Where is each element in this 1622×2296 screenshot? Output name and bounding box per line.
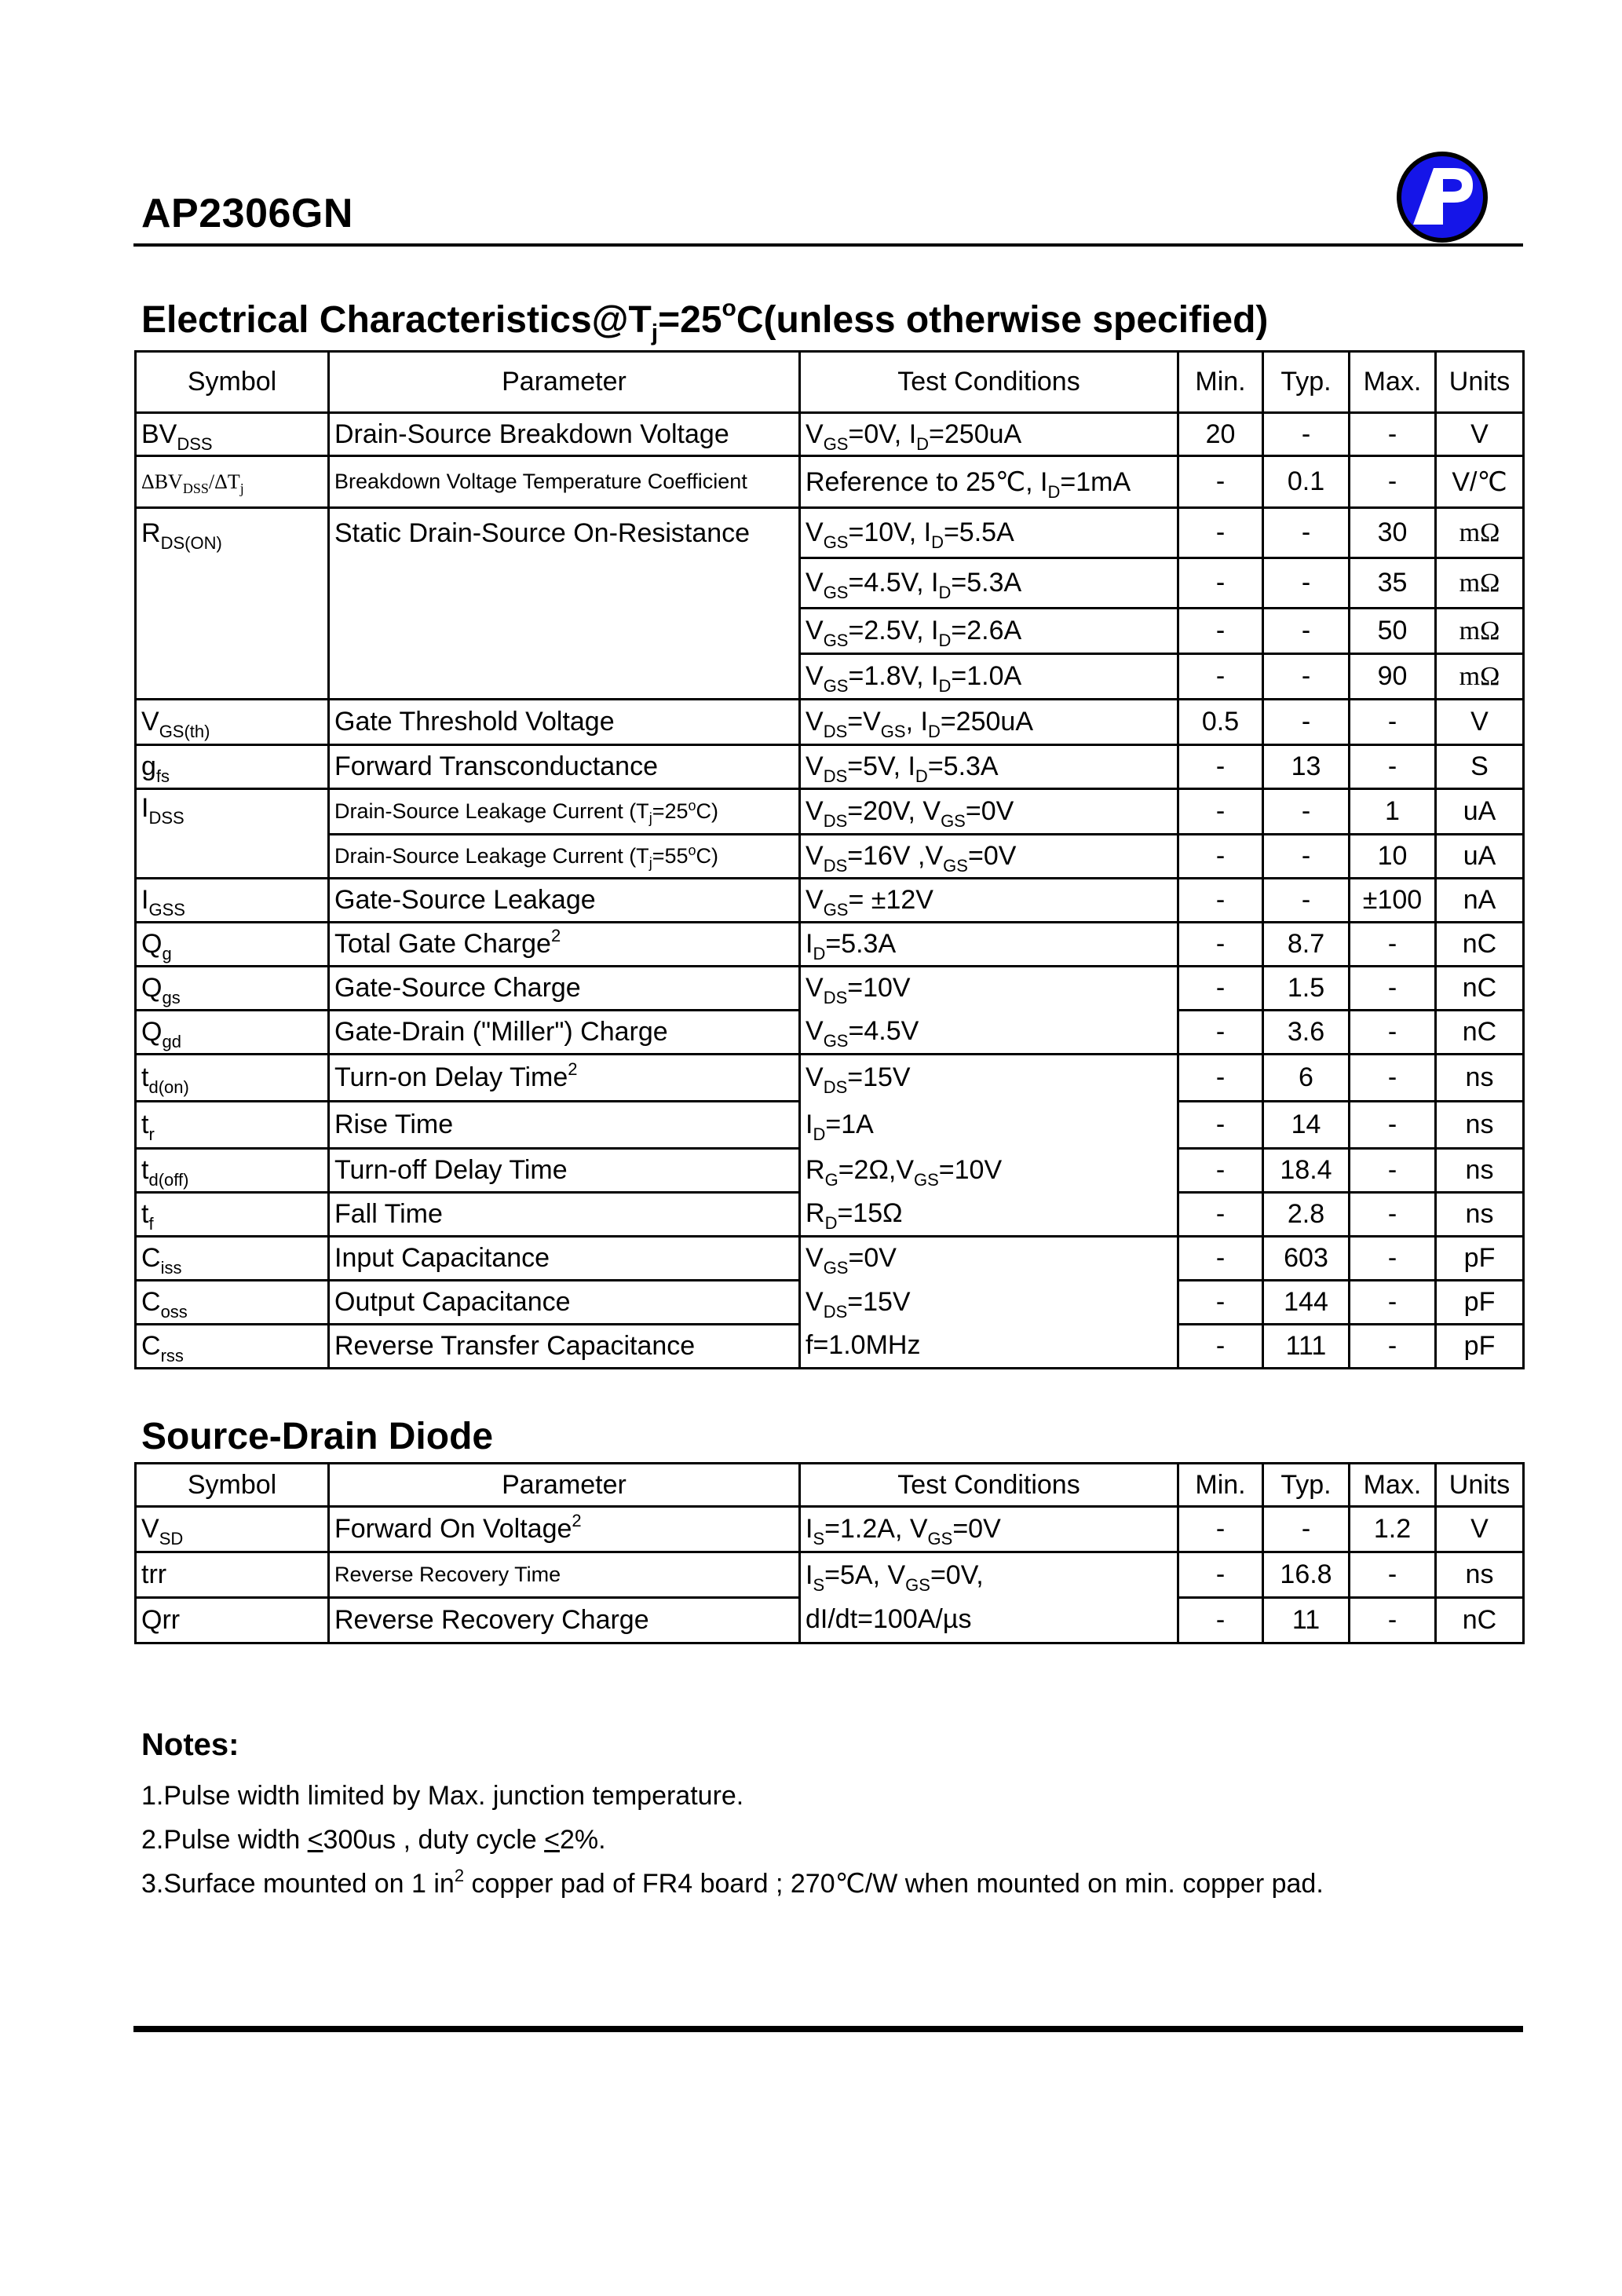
parameter-cell: Reverse Transfer Capacitance [329, 1324, 800, 1368]
table-row [136, 1507, 1524, 1552]
table-row [136, 789, 1524, 835]
table-row [136, 558, 1524, 609]
table-row [136, 1280, 1524, 1324]
symbol-cell-empty [136, 834, 329, 878]
symbol-cell: $I_{DSS}$ [136, 789, 329, 835]
col-typ: Typ. [1263, 352, 1350, 413]
table-row [136, 654, 1524, 700]
max-cell: 1 [1350, 789, 1436, 835]
table-row [136, 609, 1524, 654]
test-cell: $V_{DS}=5V$, $I_D=5.3A$ [800, 745, 1178, 789]
test-cell: $V_{GS}= \pm 12V$ [800, 878, 1178, 922]
parameter-cell: Drain-Source Leakage Current $(T_j=25^oC)$ [329, 789, 800, 835]
unit-cell: V [1436, 413, 1524, 456]
min-cell: - [1178, 1507, 1263, 1552]
typ-cell: 11 [1263, 1598, 1350, 1643]
header-rule [133, 243, 1523, 247]
symbol-cell: $I_{GSS}$ [136, 878, 329, 922]
unit-cell: S [1436, 745, 1524, 789]
unit-cell: mΩ [1436, 654, 1524, 700]
min-cell: - [1178, 1598, 1263, 1643]
symbol-cell-empty [136, 609, 329, 654]
unit-cell: mΩ [1436, 508, 1524, 558]
max-cell: - [1350, 1148, 1436, 1192]
test-cell: $V_{DS}=15V$ [800, 1054, 1178, 1101]
min-cell: - [1178, 834, 1263, 878]
typ-cell: 1.5 [1263, 966, 1350, 1010]
test-cell: $V_{GS}=4.5V$ [800, 1010, 1178, 1054]
max-cell: 10 [1350, 834, 1436, 878]
typ-cell: - [1263, 558, 1350, 609]
table-row [136, 745, 1524, 789]
min-cell: - [1178, 456, 1263, 508]
min-cell: - [1178, 1280, 1263, 1324]
parameter-cell: Reverse Recovery Time [329, 1552, 800, 1598]
table-row [136, 1010, 1524, 1054]
table-header-row [136, 352, 1524, 413]
symbol-cell: $g_{fs}$ [136, 745, 329, 789]
typ-cell: 6 [1263, 1054, 1350, 1101]
symbol-cell-empty [136, 558, 329, 609]
parameter-cell: Fall Time [329, 1192, 800, 1236]
typ-cell: - [1263, 834, 1350, 878]
max-cell: - [1350, 922, 1436, 966]
typ-cell: - [1263, 700, 1350, 745]
table-row [136, 456, 1524, 508]
parameter-cell: Gate Threshold Voltage [329, 700, 800, 745]
max-cell: 50 [1350, 609, 1436, 654]
min-cell: - [1178, 1192, 1263, 1236]
symbol-cell: $Q_{gs}$ [136, 966, 329, 1010]
typ-cell: 13 [1263, 745, 1350, 789]
max-cell: - [1350, 1280, 1436, 1324]
test-cell: $V_{DS}=10V$ [800, 966, 1178, 1010]
min-cell: - [1178, 745, 1263, 789]
max-cell: - [1350, 745, 1436, 789]
table-row [136, 1236, 1524, 1280]
unit-cell: V [1436, 700, 1524, 745]
unit-cell: mΩ [1436, 558, 1524, 609]
table-header-row [136, 1464, 1524, 1507]
max-cell: - [1350, 1324, 1436, 1368]
typ-cell: 3.6 [1263, 1010, 1350, 1054]
min-cell: - [1178, 1236, 1263, 1280]
test-cell: $V_{GS}=10V$, $I_D=5.5A$ [800, 508, 1178, 558]
source-drain-diode-heading: Source-Drain Diode [141, 1416, 494, 1457]
source-drain-diode-table [134, 1462, 1525, 1644]
symbol-cell: $\Delta BV_{DSS}/\Delta T_j$ [136, 456, 329, 508]
min-cell: - [1178, 1010, 1263, 1054]
typ-cell: 8.7 [1263, 922, 1350, 966]
symbol-cell: $V_{GS(th)}$ [136, 700, 329, 745]
symbol-cell: $R_{DS(ON)}$ [136, 508, 329, 558]
parameter-cell: Breakdown Voltage Temperature Coefficient [329, 456, 800, 508]
col-units: Units [1436, 352, 1524, 413]
max-cell: - [1350, 700, 1436, 745]
typ-cell: 111 [1263, 1324, 1350, 1368]
table-row [136, 1324, 1524, 1368]
symbol-cell: $BV_{DSS}$ [136, 413, 329, 456]
parameter-cell-empty [329, 654, 800, 700]
max-cell: - [1350, 413, 1436, 456]
col-parameter: Parameter [329, 352, 800, 413]
table-row [136, 413, 1524, 456]
typ-cell: - [1263, 1507, 1350, 1552]
parameter-cell-empty [329, 609, 800, 654]
notes-heading: Notes: [141, 1727, 239, 1762]
unit-cell: pF [1436, 1236, 1524, 1280]
typ-cell: 16.8 [1263, 1552, 1350, 1598]
unit-cell: pF [1436, 1324, 1524, 1368]
table-row [136, 1101, 1524, 1148]
electrical-characteristics-heading: Electrical $Characteristics@T_j=25^oC(unless$ otherwise specified) [141, 295, 1269, 346]
min-cell: - [1178, 878, 1263, 922]
symbol-cell: $t_r$ [136, 1101, 329, 1148]
col-symbol: Symbol [136, 352, 329, 413]
parameter-cell: Output Capacitance [329, 1280, 800, 1324]
table-row [136, 1054, 1524, 1101]
test-cell: $V_{DS}=16V$ $,V_{GS}=0V$ [800, 834, 1178, 878]
symbol-cell-empty [136, 654, 329, 700]
notes-section [141, 1727, 1324, 1906]
table-row [136, 508, 1524, 558]
symbol-cell: $V_{SD}$ [136, 1507, 329, 1552]
max-cell: 30 [1350, 508, 1436, 558]
parameter-cell: Reverse Recovery Charge [329, 1598, 800, 1643]
unit-cell: ns [1436, 1054, 1524, 1101]
test-cell: $R_G=2\Omega,V_{GS}=10V$ [800, 1148, 1178, 1192]
parameter-cell-empty [329, 558, 800, 609]
typ-cell: - [1263, 508, 1350, 558]
parameter-cell: Forward Transconductance [329, 745, 800, 789]
typ-cell: - [1263, 413, 1350, 456]
typ-cell: - [1263, 654, 1350, 700]
typ-cell: 603 [1263, 1236, 1350, 1280]
typ-cell: - [1263, 878, 1350, 922]
min-cell: - [1178, 1148, 1263, 1192]
col-parameter: Parameter [329, 1464, 800, 1507]
test-cell: $V_{GS}=1.8V$, $I_D=1.0A$ [800, 654, 1178, 700]
test-cell: $I_D=1A$ [800, 1101, 1178, 1148]
min-cell: - [1178, 922, 1263, 966]
parameter-cell: Turn-on Delay Time$^2$ [329, 1054, 800, 1101]
min-cell: 0.5 [1178, 700, 1263, 745]
symbol-cell: $t_{d(off)}$ [136, 1148, 329, 1192]
symbol-cell: $C_{iss}$ [136, 1236, 329, 1280]
test-cell: $I_S=5A$, $V_{GS}=0V$, [800, 1552, 1178, 1598]
parameter-cell: Gate-Source Leakage [329, 878, 800, 922]
max-cell: - [1350, 1598, 1436, 1643]
symbol-cell: $Q_{gd}$ [136, 1010, 329, 1054]
symbol-cell: $C_{oss}$ [136, 1280, 329, 1324]
parameter-cell: Drain-Source Leakage Current $(T_j=55^oC)$ [329, 834, 800, 878]
symbol-cell: trr [136, 1552, 329, 1598]
unit-cell: nC [1436, 922, 1524, 966]
test-cell: $I_S=1.2A$, $V_{GS}=0V$ [800, 1507, 1178, 1552]
unit-cell: nC [1436, 1598, 1524, 1643]
parameter-cell: Input Capacitance [329, 1236, 800, 1280]
unit-cell: ns [1436, 1192, 1524, 1236]
parameter-cell: Turn-off Delay Time [329, 1148, 800, 1192]
max-cell: ±100 [1350, 878, 1436, 922]
parameter-cell: Gate-Source Charge [329, 966, 800, 1010]
test-cell: $V_{DS}=20V$, $V_{GS}=0V$ [800, 789, 1178, 835]
max-cell: - [1350, 1054, 1436, 1101]
typ-cell: 18.4 [1263, 1148, 1350, 1192]
electrical-characteristics-table [134, 350, 1525, 1369]
parameter-cell: Forward On Voltage$^2$ [329, 1507, 800, 1552]
unit-cell: nC [1436, 1010, 1524, 1054]
max-cell: - [1350, 456, 1436, 508]
test-cell: $V_{DS}=15V$ [800, 1280, 1178, 1324]
col-min: Min. [1178, 352, 1263, 413]
table-row [136, 1148, 1524, 1192]
unit-cell: nC [1436, 966, 1524, 1010]
test-cell: $I_D=5.3A$ [800, 922, 1178, 966]
unit-cell: mΩ [1436, 609, 1524, 654]
max-cell: - [1350, 1192, 1436, 1236]
table-row [136, 700, 1524, 745]
col-max: Max. [1350, 1464, 1436, 1507]
parameter-cell: Gate-Drain ("Miller") Charge [329, 1010, 800, 1054]
min-cell: - [1178, 966, 1263, 1010]
min-cell: - [1178, 789, 1263, 835]
min-cell: - [1178, 1101, 1263, 1148]
parameter-cell: Rise Time [329, 1101, 800, 1148]
test-cell: $V_{GS}=0V$ [800, 1236, 1178, 1280]
test-cell: $R_D=15\Omega$ [800, 1192, 1178, 1236]
min-cell: - [1178, 508, 1263, 558]
test-cell: f=1.0MHz [800, 1324, 1178, 1368]
test-cell: $V_{GS}=4.5V$, $I_D=5.3A$ [800, 558, 1178, 609]
symbol-cell: $Q_g$ [136, 922, 329, 966]
max-cell: 90 [1350, 654, 1436, 700]
note-3: 3.Surface mounted on 1 $in^2$ copper pad of FR4 board ; 270℃/W when mounted on min. copper pad. [141, 1866, 1324, 1899]
symbol-cell: $C_{rss}$ [136, 1324, 329, 1368]
typ-cell: 0.1 [1263, 456, 1350, 508]
symbol-cell: $t_f$ [136, 1192, 329, 1236]
footer-rule [133, 2026, 1523, 2032]
unit-cell: uA [1436, 789, 1524, 835]
test-cell: $V_{GS}=2.5V$, $I_D=2.6A$ [800, 609, 1178, 654]
test-cell: $V_{GS}=0V$, $I_D=250uA$ [800, 413, 1178, 456]
max-cell: 1.2 [1350, 1507, 1436, 1552]
max-cell: - [1350, 1010, 1436, 1054]
unit-cell: ns [1436, 1101, 1524, 1148]
max-cell: - [1350, 966, 1436, 1010]
unit-cell: nA [1436, 878, 1524, 922]
col-typ: Typ. [1263, 1464, 1350, 1507]
unit-cell: ns [1436, 1552, 1524, 1598]
test-cell: Reference to 25℃, $I_D=1mA$ [800, 456, 1178, 508]
note-1: 1.Pulse width limited by Max. junction temperature. [141, 1781, 744, 1811]
col-min: Min. [1178, 1464, 1263, 1507]
min-cell: - [1178, 1324, 1263, 1368]
symbol-cell: Qrr [136, 1598, 329, 1643]
unit-cell: uA [1436, 834, 1524, 878]
min-cell: - [1178, 1054, 1263, 1101]
col-symbol: Symbol [136, 1464, 329, 1507]
max-cell: - [1350, 1236, 1436, 1280]
unit-cell: ns [1436, 1148, 1524, 1192]
col-test-conditions: Test Conditions [800, 1464, 1178, 1507]
col-units: Units [1436, 1464, 1524, 1507]
typ-cell: - [1263, 789, 1350, 835]
part-number: AP2306GN [141, 191, 353, 236]
test-cell: dI/dt=100A/µs [800, 1598, 1178, 1643]
table-row [136, 1598, 1524, 1643]
table-row [136, 834, 1524, 878]
typ-cell: 14 [1263, 1101, 1350, 1148]
test-cell: $V_{DS}=V_{GS}$, $I_D=250uA$ [800, 700, 1178, 745]
col-test-conditions: Test Conditions [800, 352, 1178, 413]
typ-cell: 2.8 [1263, 1192, 1350, 1236]
unit-cell: pF [1436, 1280, 1524, 1324]
min-cell: - [1178, 558, 1263, 609]
max-cell: - [1350, 1552, 1436, 1598]
min-cell: - [1178, 609, 1263, 654]
max-cell: 35 [1350, 558, 1436, 609]
unit-cell: V [1436, 1507, 1524, 1552]
table-row [136, 966, 1524, 1010]
col-max: Max. [1350, 352, 1436, 413]
table-row [136, 922, 1524, 966]
typ-cell: 144 [1263, 1280, 1350, 1324]
typ-cell: - [1263, 609, 1350, 654]
table-row [136, 878, 1524, 922]
table-row [136, 1192, 1524, 1236]
parameter-cell: Drain-Source Breakdown Voltage [329, 413, 800, 456]
min-cell: 20 [1178, 413, 1263, 456]
table-row [136, 1552, 1524, 1598]
company-logo [1396, 151, 1489, 243]
parameter-cell: Total Gate Charge$^2$ [329, 922, 800, 966]
min-cell: - [1178, 654, 1263, 700]
parameter-cell: Static Drain-Source On-Resistance [329, 508, 800, 558]
min-cell: - [1178, 1552, 1263, 1598]
symbol-cell: $t_{d(on)}$ [136, 1054, 329, 1101]
max-cell: - [1350, 1101, 1436, 1148]
note-2: 2.Pulse width <300us , duty cycle <2%. [141, 1825, 606, 1855]
unit-cell: V/℃ [1436, 456, 1524, 508]
